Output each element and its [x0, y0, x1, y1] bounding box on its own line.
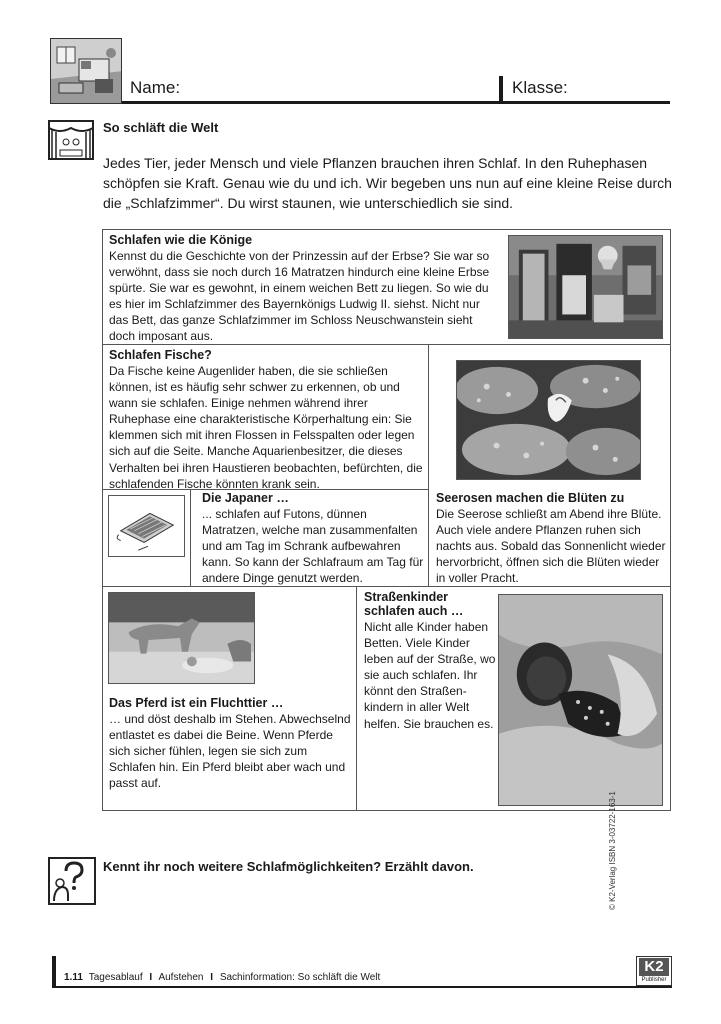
intro-text: Jedes Tier, jeder Mensch und viele Pflanzen brauchen ihren Schlaf. In den Ruhephasen schöpfen sie Kraft. Genau wie du und ich. Wir begeben uns nun auf eine kleine Reise durch die „Schlafzimmer“. Du wirst staunen, wie unterschiedlich sie sind.	[103, 155, 672, 211]
neuschwanstein-bedroom-photo	[508, 235, 663, 339]
section-title: Schlafen wie die Könige	[109, 233, 253, 247]
footer-bar	[52, 956, 56, 988]
divider-4	[190, 489, 191, 586]
section-japaner	[202, 491, 426, 586]
sleeping-child-photo	[498, 594, 663, 806]
class-separator	[499, 76, 503, 104]
name-field[interactable]	[300, 78, 490, 100]
publisher-logo	[636, 956, 672, 986]
name-label: Name:	[130, 78, 181, 97]
logo-mark: K2	[639, 958, 669, 976]
breadcrumb-item: Tagesablauf	[88, 972, 143, 983]
section-text: Nicht alle Kinder haben Betten. Viele Kinder leben auf der Straße, wo sie auch schlafen. Ihr könnt den Straßenkindern in aller Welt helfen. Sie brauchen es.	[364, 620, 496, 731]
question-mark-thinker-icon	[48, 857, 96, 905]
intro-title: So schläft die Welt	[103, 120, 219, 135]
section-text: Da Fische keine Augenlider haben, die sie schließen können, ist es häufig sehr schwer zu erkennen, ob und wann sie schlafen. Einige nehmen während ihrer Ruhephase eine charakteristische Körperhaltung ein: Sie klemmen sich mit ihren Flossen in Felsspalten oder legen sich auf die Seite. Manche Aquarienbesitzer, die dieses Verhalten bei ihren Haustieren beobachten, befürchten, die schlafenden Fische könnten krank sein.	[109, 364, 423, 491]
class-label: Klasse:	[512, 78, 568, 97]
section-title: Das Pferd ist ein Fluchttier …	[109, 696, 284, 710]
section-seerosen	[436, 491, 668, 586]
futon-illustration	[108, 495, 185, 557]
section-fische	[109, 348, 425, 492]
section-title: Schlafen Fische?	[109, 348, 212, 362]
section-title: Seerosen machen die Blüten zu	[436, 491, 625, 505]
divider-6	[356, 586, 357, 811]
breadcrumb-separator: I	[149, 972, 153, 983]
section-title: Die Japaner …	[202, 491, 289, 505]
question-text: Kennt ihr noch weitere Schlafmöglichkeiten? Erzählt davon.	[103, 859, 474, 874]
divider-2	[428, 344, 429, 586]
breadcrumb-item: Sachinformation: So schläft die Welt	[219, 972, 381, 983]
copyright-text: © K2-Verlag ISBN 3-03722-163-1	[608, 791, 617, 910]
section-text: Kennst du die Geschichte von der Prinzessin auf der Erbse? Sie war so verwöhnt, dass sie noch durch 16 Matratzen hindurch eine kleine Erbse spürte. Sie war es gewohnt, in einem weichen Bett zu liegen. So wie du es hier im Schlafzimmer des Bayernkönigs Ludwig II. siehst. Nicht nur das Bett, das ganze Schlafzimmer im Schloss Neuschwanstein sieht doch imposant aus.	[109, 249, 490, 344]
section-text: Die Seerose schließt am Abend ihre Blüte. Auch viele andere Pflanzen ruhen sich nachts aus. Sobald das Sonnenlicht wieder hervorbricht, öffnen sich die Blüten wieder in voller Pracht.	[436, 507, 666, 586]
page-number: 1.11	[64, 972, 83, 983]
section-text: … und döst deshalb im Stehen. Abwechselnd entlastet es dabei die Beine. Wenn Pferde sich sicher fühlen, legen sie sich zum Schlafen hin. Ein Pferd bleibt aber wach und passt auf.	[109, 712, 351, 791]
theater-stage-icon	[48, 120, 94, 160]
section-pferd	[109, 696, 353, 791]
logo-sub: Publisher	[641, 977, 667, 983]
footer-rule	[52, 986, 672, 988]
section-text: ... schlafen auf Futons, dünnen Matratzen, welche man zusammenfalten und am Tag im Schrank aufbewahren kann. So kann der Schlafraum am Tag für andere Dinge genutzt werden.	[202, 507, 424, 586]
breadcrumb-separator: I	[210, 972, 214, 983]
section-koenige	[109, 233, 501, 345]
breadcrumb	[64, 972, 380, 983]
section-title: Straßenkinder schlafen auch …	[364, 590, 464, 618]
water-lily-photo	[456, 360, 641, 480]
class-field[interactable]	[570, 78, 668, 100]
section-strassenkinder	[364, 590, 496, 732]
breadcrumb-item: Aufstehen	[158, 972, 204, 983]
header-illustration-icon	[50, 38, 122, 104]
horses-photo	[108, 592, 255, 684]
header-rule	[122, 101, 670, 104]
